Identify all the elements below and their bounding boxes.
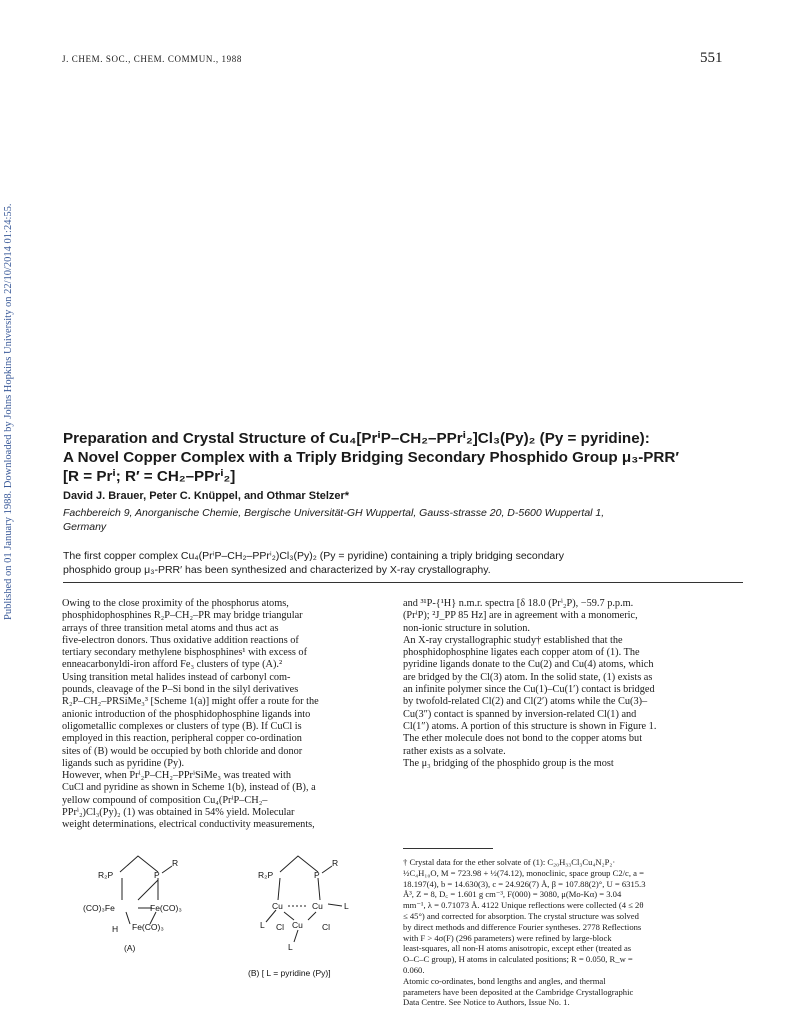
body-line: pounds, cleavage of the P–Si bond in the silyl derivatives — [62, 684, 299, 696]
left-column — [62, 598, 390, 832]
body-line: (PrⁱP); ²J_PP 85 Hz] are in agreement with a monomeric, — [403, 610, 638, 622]
bond — [318, 878, 320, 900]
affiliation-line: Germany — [63, 521, 107, 533]
abstract — [63, 550, 743, 583]
body-line: are bridged by the Cl(3) atom. In the solid state, (1) exists as — [403, 671, 653, 683]
body-line: yellow compound of composition Cu₄(PrⁱP–CH₂– — [62, 794, 268, 806]
footnote-rule — [403, 848, 493, 849]
footnote-line: with F > 4σ(F) (296 parameters) were refined by large-block — [403, 932, 612, 943]
abstract-line: The first copper complex Cu₄(PrⁱP–CH₂–PPrⁱ₂)Cl₃(Py)₂ (Py = pyridine) containing a triply bridging secondary — [63, 550, 565, 562]
methylene-bridge — [280, 856, 318, 872]
body-line: Owing to the close proximity of the phosphorus atoms, — [62, 598, 289, 609]
atom-label: (CO)₃Fe — [83, 903, 115, 913]
bond — [278, 878, 280, 900]
body-line: The ether molecule does not bond to the copper atoms but — [403, 733, 643, 745]
footnote-line: Å³, Z = 8, D꜀ = 1.601 g cm⁻³, F(000) = 3080, μ(Mo-Kα) = 3.04 — [403, 889, 622, 900]
atom-label: P — [314, 870, 320, 880]
atom-label: R — [172, 858, 179, 868]
atom-label: R — [332, 858, 339, 868]
footnote-line: ½C₄H₁₀O, M = 723.98 + ½(74.12), monoclinic, space group C2/c, a = — [403, 867, 644, 878]
structure-a-labels — [83, 858, 182, 953]
scheme-caption: (B) [ L = pyridine (Py)] — [248, 968, 331, 978]
footnote — [403, 857, 738, 1008]
body-line: enneacarbonyldi-iron afford Fe₃ clusters of type (A).² — [62, 659, 283, 671]
body-line: pyridine ligands donate to the Cu(2) and Cu(4) atoms, which — [403, 659, 654, 671]
footnote-line: mm⁻¹, λ = 0.71073 Å. 4122 Unique reflections were collected (4 ≤ 2θ — [403, 900, 644, 911]
body-line: The μ₃ bridging of the phosphido group is the most — [403, 757, 614, 769]
right-column — [403, 598, 738, 770]
bond — [322, 866, 332, 873]
body-line: arrays of three transition metal atoms and thus act as — [62, 622, 279, 634]
bond — [284, 912, 294, 920]
footnote-line: ≤ 45°) and corrected for absorption. The crystal structure was solved — [403, 910, 639, 921]
body-line: oligometallic complexes or clusters of type (B). If CuCl is — [62, 720, 302, 732]
bond — [294, 930, 298, 942]
footnote-line: least-squares, all non-H atoms anisotropic, except ether (treated as — [403, 943, 632, 954]
bond — [126, 912, 130, 924]
footnote-line: Data Centre. See Notice to Authors, Issue No. 1. — [403, 997, 570, 1008]
footnote-line: Atomic co-ordinates, bond lengths and angles, and thermal — [403, 975, 606, 986]
atom-label: R₂P — [98, 870, 114, 880]
title-line: Preparation and Crystal Structure of Cu₄[PrⁱP–CH₂–PPrⁱ₂]Cl₃(Py)₂ (Py = pyridine): — [63, 430, 650, 447]
structure-a — [120, 856, 172, 924]
bond — [328, 904, 342, 906]
body-line: five-electron donors. Thus oxidative addition reactions of — [62, 634, 299, 646]
body-line: Cl(1″) atoms. A portion of this structure is shown in Figure 1. — [403, 720, 657, 732]
atom-label: Cu — [272, 901, 283, 911]
body-line: Using transition metal halides instead of carbonyl com- — [62, 671, 291, 683]
page-number: 551 — [700, 50, 723, 66]
footnote-line: by direct methods and difference Fourier syntheses. 2778 Reflections — [403, 921, 642, 932]
body-line: R₂P–CH₂–PRSiMe₃³ [Scheme 1(a)] might offer a route for the — [62, 696, 319, 708]
methylene-bridge — [120, 856, 158, 872]
atom-label: R₂P — [258, 870, 274, 880]
body-line: phosphidophosphines R₂P–CH₂–PR may bridge triangular — [62, 610, 303, 622]
running-head: J. CHEM. SOC., CHEM. COMMUN., 1988 — [62, 54, 242, 64]
body-line: non-ionic structure in solution. — [403, 622, 530, 634]
atom-label: L — [288, 942, 293, 952]
structure-b-labels — [248, 858, 349, 978]
scheme-structures — [80, 838, 390, 988]
atom-label: L — [260, 920, 265, 930]
body-line: PPrⁱ₂)Cl₃(Py)₂ (1) was obtained in 54% yield. Molecular — [62, 807, 295, 819]
atom-label: L — [344, 901, 349, 911]
abstract-line: phosphido group μ₃-PRR′ has been synthesized and characterized by X-ray crystallography. — [63, 563, 491, 576]
body-line: by twofold-related Cl(2) and Cl(2′) atoms while the Cu(3)– — [403, 696, 648, 708]
affiliation — [63, 506, 743, 534]
body-line: ligands such as pyridine (Py). — [62, 757, 185, 769]
atom-label: Fe(CO)₃ — [150, 903, 182, 913]
atom-label: Cl — [322, 922, 331, 932]
body-line: and ³¹P-{¹H} n.m.r. spectra [δ 18.0 (Prⁱ₂P), −59.7 p.p.m. — [403, 598, 634, 609]
bond — [266, 910, 276, 922]
scheme-caption: (A) — [124, 943, 136, 953]
title-line: [R = Prⁱ; R′ = CH₂–PPrⁱ₂] — [63, 468, 236, 485]
title-line: A Novel Copper Complex with a Triply Bridging Secondary Phosphido Group μ₃-PRR′ — [63, 449, 679, 466]
footnote-line: 0.060. — [403, 964, 425, 975]
body-line: employed in this reaction, peripheral copper co-ordination — [62, 733, 302, 745]
body-line: phosphidophosphine ligates each copper atom of (1). The — [403, 647, 640, 659]
bond — [138, 880, 158, 900]
atom-label: Cu — [292, 920, 303, 930]
body-line: Cu(3″) contact is spanned by inversion-related Cl(1) and — [403, 708, 637, 720]
body-line: an infinite polymer since the Cu(1)–Cu(1′) contact is bridged — [403, 684, 655, 696]
bond — [308, 912, 316, 920]
footnote-line: 18.197(4), b = 14.630(3), c = 24.926(7) Å, β = 107.88(2)°, U = 6315.3 — [403, 878, 646, 889]
footnote-line: O–C–C group), H atoms in calculated positions; R = 0.050, R_w = — [403, 954, 633, 965]
download-note[interactable]: Published on 01 January 1988. Downloaded by Johns Hopkins University on 22/10/2014 01:24:55. — [3, 203, 14, 620]
atom-label: Cl — [276, 922, 285, 932]
body-line: rather exists as a solvate. — [403, 745, 506, 757]
footnote-line: parameters have been deposited at the Cambridge Crystallographic — [403, 986, 634, 997]
body-line: However, when Prⁱ₂P–CH₂–PPrⁱSiMe₃ was treated with — [62, 770, 291, 782]
article-title — [63, 429, 743, 486]
body-line: CuCl and pyridine as shown in Scheme 1(b), instead of (B), a — [62, 782, 316, 794]
affiliation-line: Fachbereich 9, Anorganische Chemie, Bergische Universität-GH Wuppertal, Gauss-strasse 20, D-5600 Wuppertal 1, — [63, 507, 605, 519]
atom-label: Fe(CO)₃ — [132, 922, 164, 932]
authors: David J. Brauer, Peter C. Knüppel, and Othmar Stelzer* — [63, 490, 350, 502]
atom-label: P — [154, 870, 160, 880]
body-line: tertiary secondary methylene bisphosphines¹ with excess of — [62, 647, 307, 659]
footnote-line: † Crystal data for the ether solvate of (1): C₂₀H₃₃Cl₃Cu₄N₂P₂· — [403, 857, 616, 867]
body-line: An X-ray crystallographic study† established that the — [403, 634, 623, 646]
body-line: sites of (B) would be occupied by both chloride and donor — [62, 745, 303, 757]
atom-label: H — [112, 924, 119, 934]
atom-label: Cu — [312, 901, 323, 911]
bond — [162, 866, 172, 873]
body-line: weight determinations, electrical conductivity measurements, — [62, 819, 315, 831]
body-line: anionic introduction of the phosphidophosphine ligands into — [62, 708, 311, 720]
